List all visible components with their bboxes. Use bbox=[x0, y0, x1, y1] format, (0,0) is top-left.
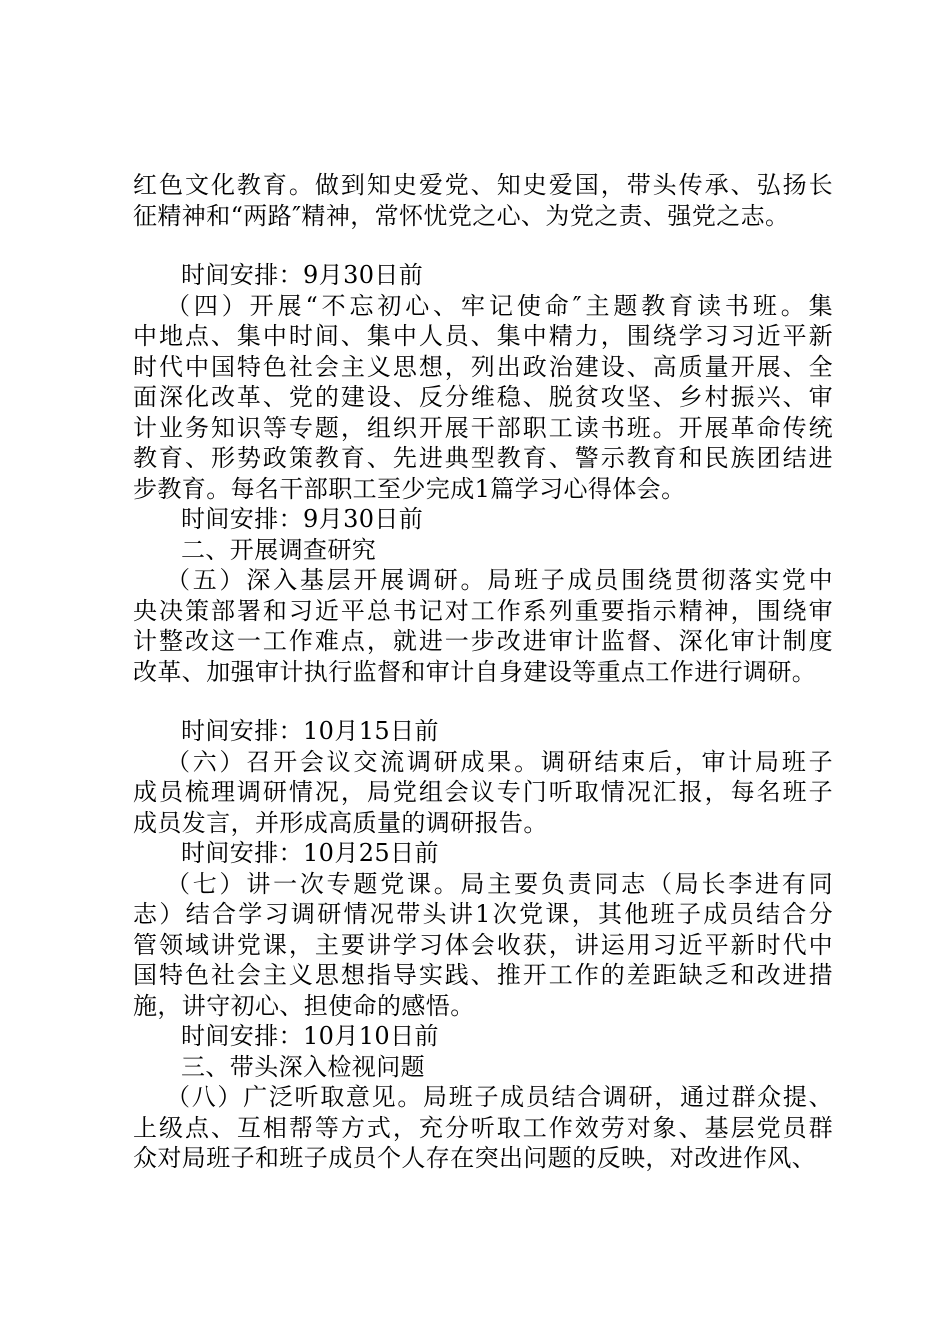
paragraph-line: 众对局班子和班子成员个人存在突出问题的反映，对改进作风、 bbox=[133, 1144, 817, 1172]
paragraph-line: 上级点、互相帮等方式，充分听取工作效劳对象、基层党员群 bbox=[133, 1113, 833, 1142]
paragraph-gap bbox=[133, 687, 833, 716]
paragraph-line: 面深化改革、党的建设、反分维稳、脱贫攻坚、乡村振兴、审 bbox=[133, 383, 833, 411]
paragraph-line: 中地点、集中时间、集中人员、集中精力，围绕学习习近平新 bbox=[133, 322, 833, 350]
schedule-line: 时间安排：9月30日前 bbox=[181, 261, 424, 289]
paragraph-line: 施，讲守初心、担使命的感悟。 bbox=[133, 991, 475, 1020]
paragraph-line: 志）结合学习调研情况带头讲1次党课，其他班子成员结合分 bbox=[133, 900, 833, 928]
paragraph-line: 征精神和“两路″精神，常怀忧党之心、为党之责、强党之志。 bbox=[133, 201, 790, 230]
section-heading: 三、带头深入检视问题 bbox=[181, 1052, 425, 1081]
paragraph-line: （六）召开会议交流调研成果。调研结束后，审计局班子 bbox=[166, 747, 833, 776]
paragraph-line: 步教育。每名干部职工至少完成1篇学习心得体会。 bbox=[133, 474, 686, 503]
paragraph-line: 管领域讲党课，主要讲学习体会收获，讲运用习近平新时代中 bbox=[133, 930, 833, 959]
paragraph-line: 计业务知识等专题，组织开展干部职工读书班。开展革命传统 bbox=[133, 413, 833, 442]
schedule-line: 时间安排：10月10日前 bbox=[181, 1022, 439, 1050]
paragraph-line: 计整改这一工作难点，就进一步改进审计监督、深化审计制度 bbox=[133, 627, 833, 655]
paragraph-line: 改革、加强审计执行监督和审计自身建设等重点工作进行调研。 bbox=[133, 657, 817, 686]
paragraph-line: 时代中国特色社会主义思想，列出政治建设、高质量开展、全 bbox=[133, 352, 833, 381]
paragraph-line: （五）深入基层开展调研。局班子成员围绕贯彻落实党中 bbox=[166, 566, 833, 594]
paragraph-line: （四）开展“不忘初心、牢记使命″主题教育读书班。集 bbox=[166, 291, 833, 320]
paragraph-line: 教育、形势政策教育、先进典型教育、警示教育和民族团结进 bbox=[133, 444, 833, 472]
document-body bbox=[133, 170, 833, 1174]
paragraph-line: 央决策部署和习近平总书记对工作系列重要指示精神，围绕审 bbox=[133, 596, 833, 625]
paragraph-line: 成员发言，并形成高质量的调研报告。 bbox=[133, 808, 548, 837]
section-heading: 二、开展调查研究 bbox=[181, 535, 377, 564]
paragraph-line: 成员梳理调研情况，局党组会议专门听取情况汇报，每名班子 bbox=[133, 778, 833, 806]
paragraph-line: （七）讲一次专题党课。局主要负责同志（局长李进有同 bbox=[166, 869, 833, 898]
paragraph-line: （八）广泛听取意见。局班子成员结合调研，通过群众提、 bbox=[166, 1083, 833, 1111]
schedule-line: 时间安排：9月30日前 bbox=[181, 505, 424, 533]
paragraph-line: 国特色社会主义思想指导实践、推开工作的差距缺乏和改进措 bbox=[133, 961, 833, 989]
schedule-line: 时间安排：10月15日前 bbox=[181, 717, 439, 745]
schedule-line: 时间安排：10月25日前 bbox=[181, 839, 439, 867]
paragraph-gap bbox=[133, 231, 833, 260]
paragraph-line: 红色文化教育。做到知史爱党、知史爱国，带头传承、弘扬长 bbox=[133, 171, 833, 199]
